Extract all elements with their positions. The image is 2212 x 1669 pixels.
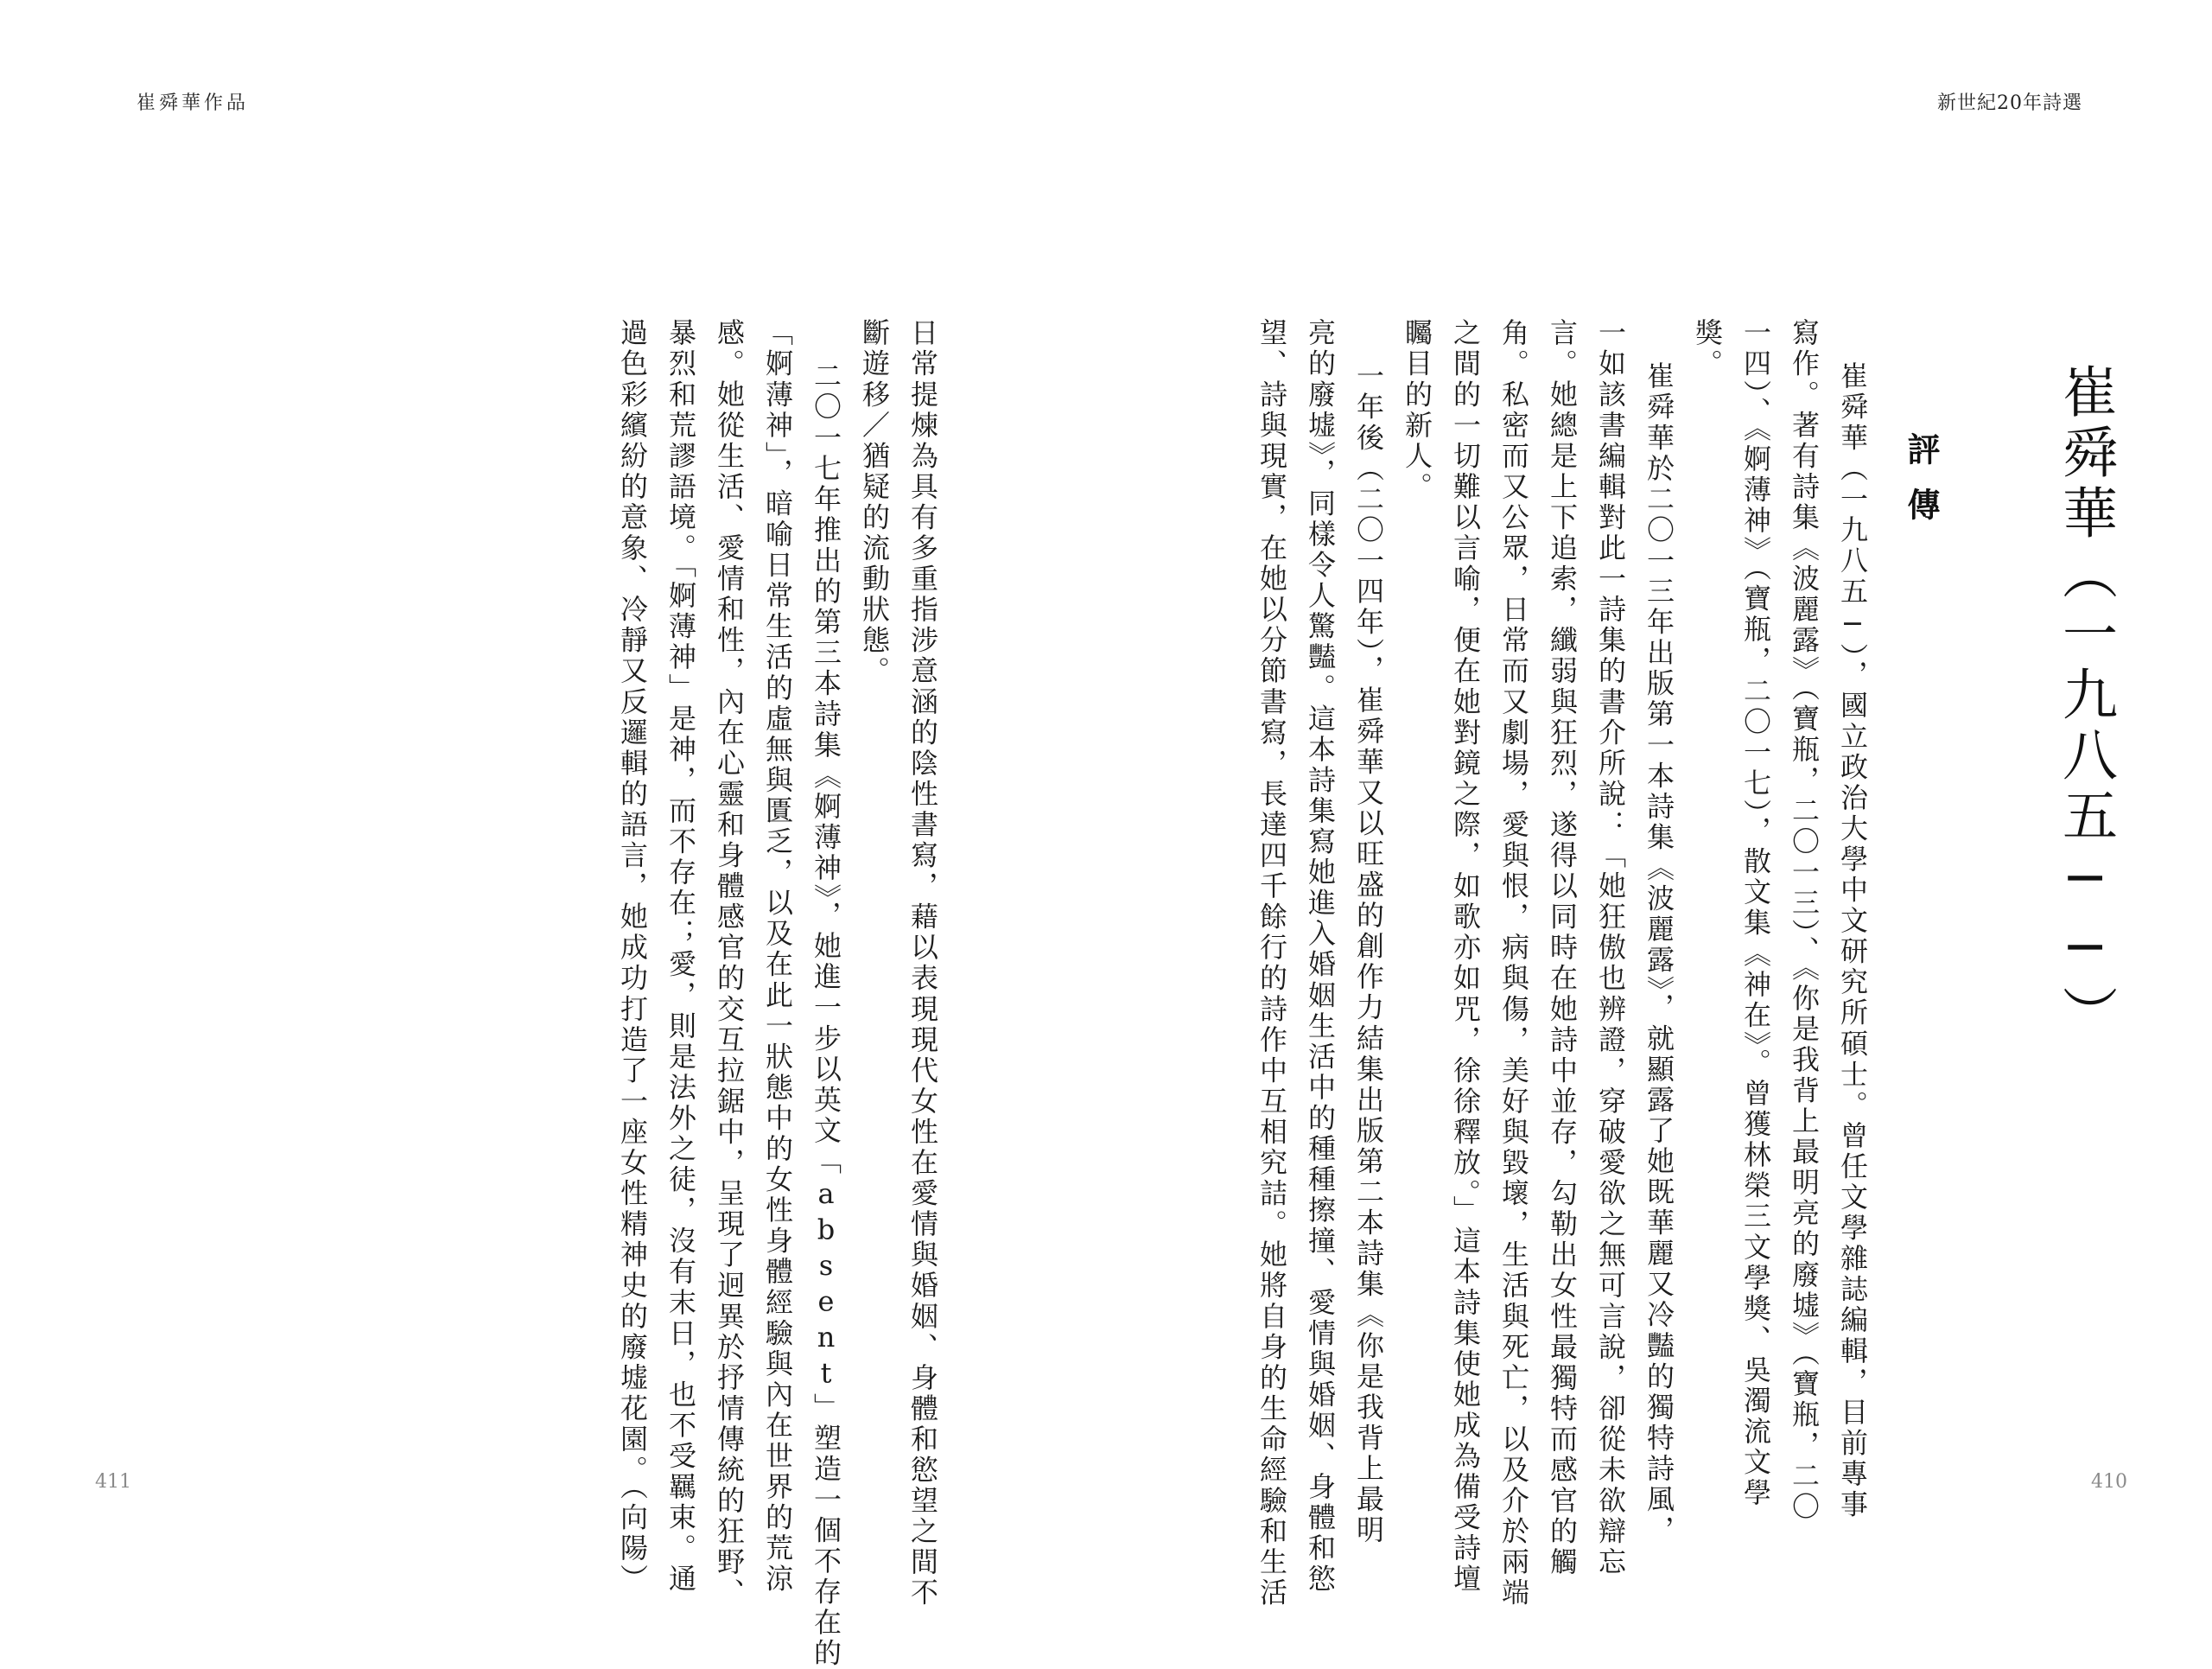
anthology-running-head: 新世紀20年詩選 [1937,92,2082,114]
text-column: 崔舜華於二〇一三年出版第一本詩集《波麗露》，就顯露了她既華麗又冷豔的獨特詩風， [1643,361,1675,1546]
text-column: 一四）、《婀薄神》（寶瓶，二〇一七），散文集《神在》。曾獲林榮三文學獎、吳濁流文學 [1739,318,1772,1509]
text-column: 望、詩與現實，在她以分節書寫，長達四千餘行的詩作中互相究詰。她將自身的生命經驗和生活 [1255,318,1288,1609]
section-heading: 評傳 [1902,432,1940,543]
text-column: 寫作。著有詩集《波麗露》（寶瓶，二〇一三）、《你是我背上最明亮的廢墟》（寶瓶，二〇 [1788,318,1821,1523]
book-running-head: 崔舜華作品 [137,92,250,114]
text-column: 言。她總是上下追索，纖弱與狂烈，遂得以同時在她詩中並存，勾勒出女性最獨特而感官的觸 [1546,318,1579,1578]
text-column: 感。她從生活、愛情和性，內在心靈和身體感官的交互拉鋸中，呈現了迥異於抒情傳統的狂野、 [713,318,746,1609]
page-number-right: 410 [2091,1471,2127,1493]
text-column: 崔舜華（一九八五─），國立政治大學中文研究所碩士。曾任文學雜誌編輯，目前專事 [1836,361,1869,1520]
text-column: 獎。 [1691,318,1724,380]
text-column: 亮的廢墟》，同樣令人驚豔。這本詩集寫她進入婚姻生活中的種種擦撞、愛情與婚姻、身體和慾 [1304,318,1337,1596]
text-column: 矚目的新人。 [1401,318,1433,503]
text-column: 過色彩繽紛的意象、冷靜又反邏輯的語言，她成功打造了一座女性精神史的廢墟花園。（向陽） [616,318,649,1596]
text-column: 角。私密而又公眾，日常而又劇場，愛與恨，病與傷，美好與毀壞，生活與死亡，以及介於兩端 [1497,318,1530,1609]
text-column: 二〇一七年推出的第三本詩集《婀薄神》，她進一步以英文「absent」塑造一個不存在的 [810,361,842,1669]
page-number-left: 411 [95,1471,131,1493]
text-column: 一年後（二〇一四年），崔舜華又以旺盛的創作力結集出版第二本詩集《你是我背上最明 [1352,361,1385,1546]
text-column: 日常提煉為具有多重指涉意涵的陰性書寫，藉以表現現代女性在愛情與婚姻、身體和慾望之間不 [906,318,939,1609]
text-column: 一如該書編輯對此一詩集的書介所說：「她狂傲也辨證，穿破愛欲之無可言說，卻從未欲辯忘 [1594,318,1627,1578]
text-column: 之間的一切難以言喻，便在她對鏡之際，如歌亦如咒，徐徐釋放。」這本詩集使她成為備受詩壇 [1449,318,1482,1596]
text-column: 暴烈和荒謬語境。「婀薄神」是神，而不存在；愛，則是法外之徒，沒有末日，也不受羈束。通 [664,318,697,1596]
text-column: 「婀薄神」，暗喻日常生活的虛無與匱乏，以及在此一狀態中的女性身體經驗與內在世界的荒涼 [761,318,794,1596]
text-column: 斷遊移／猶疑的流動狀態。 [858,318,891,687]
poet-name-title: 崔舜華（一九八五──） [2053,363,2117,1046]
